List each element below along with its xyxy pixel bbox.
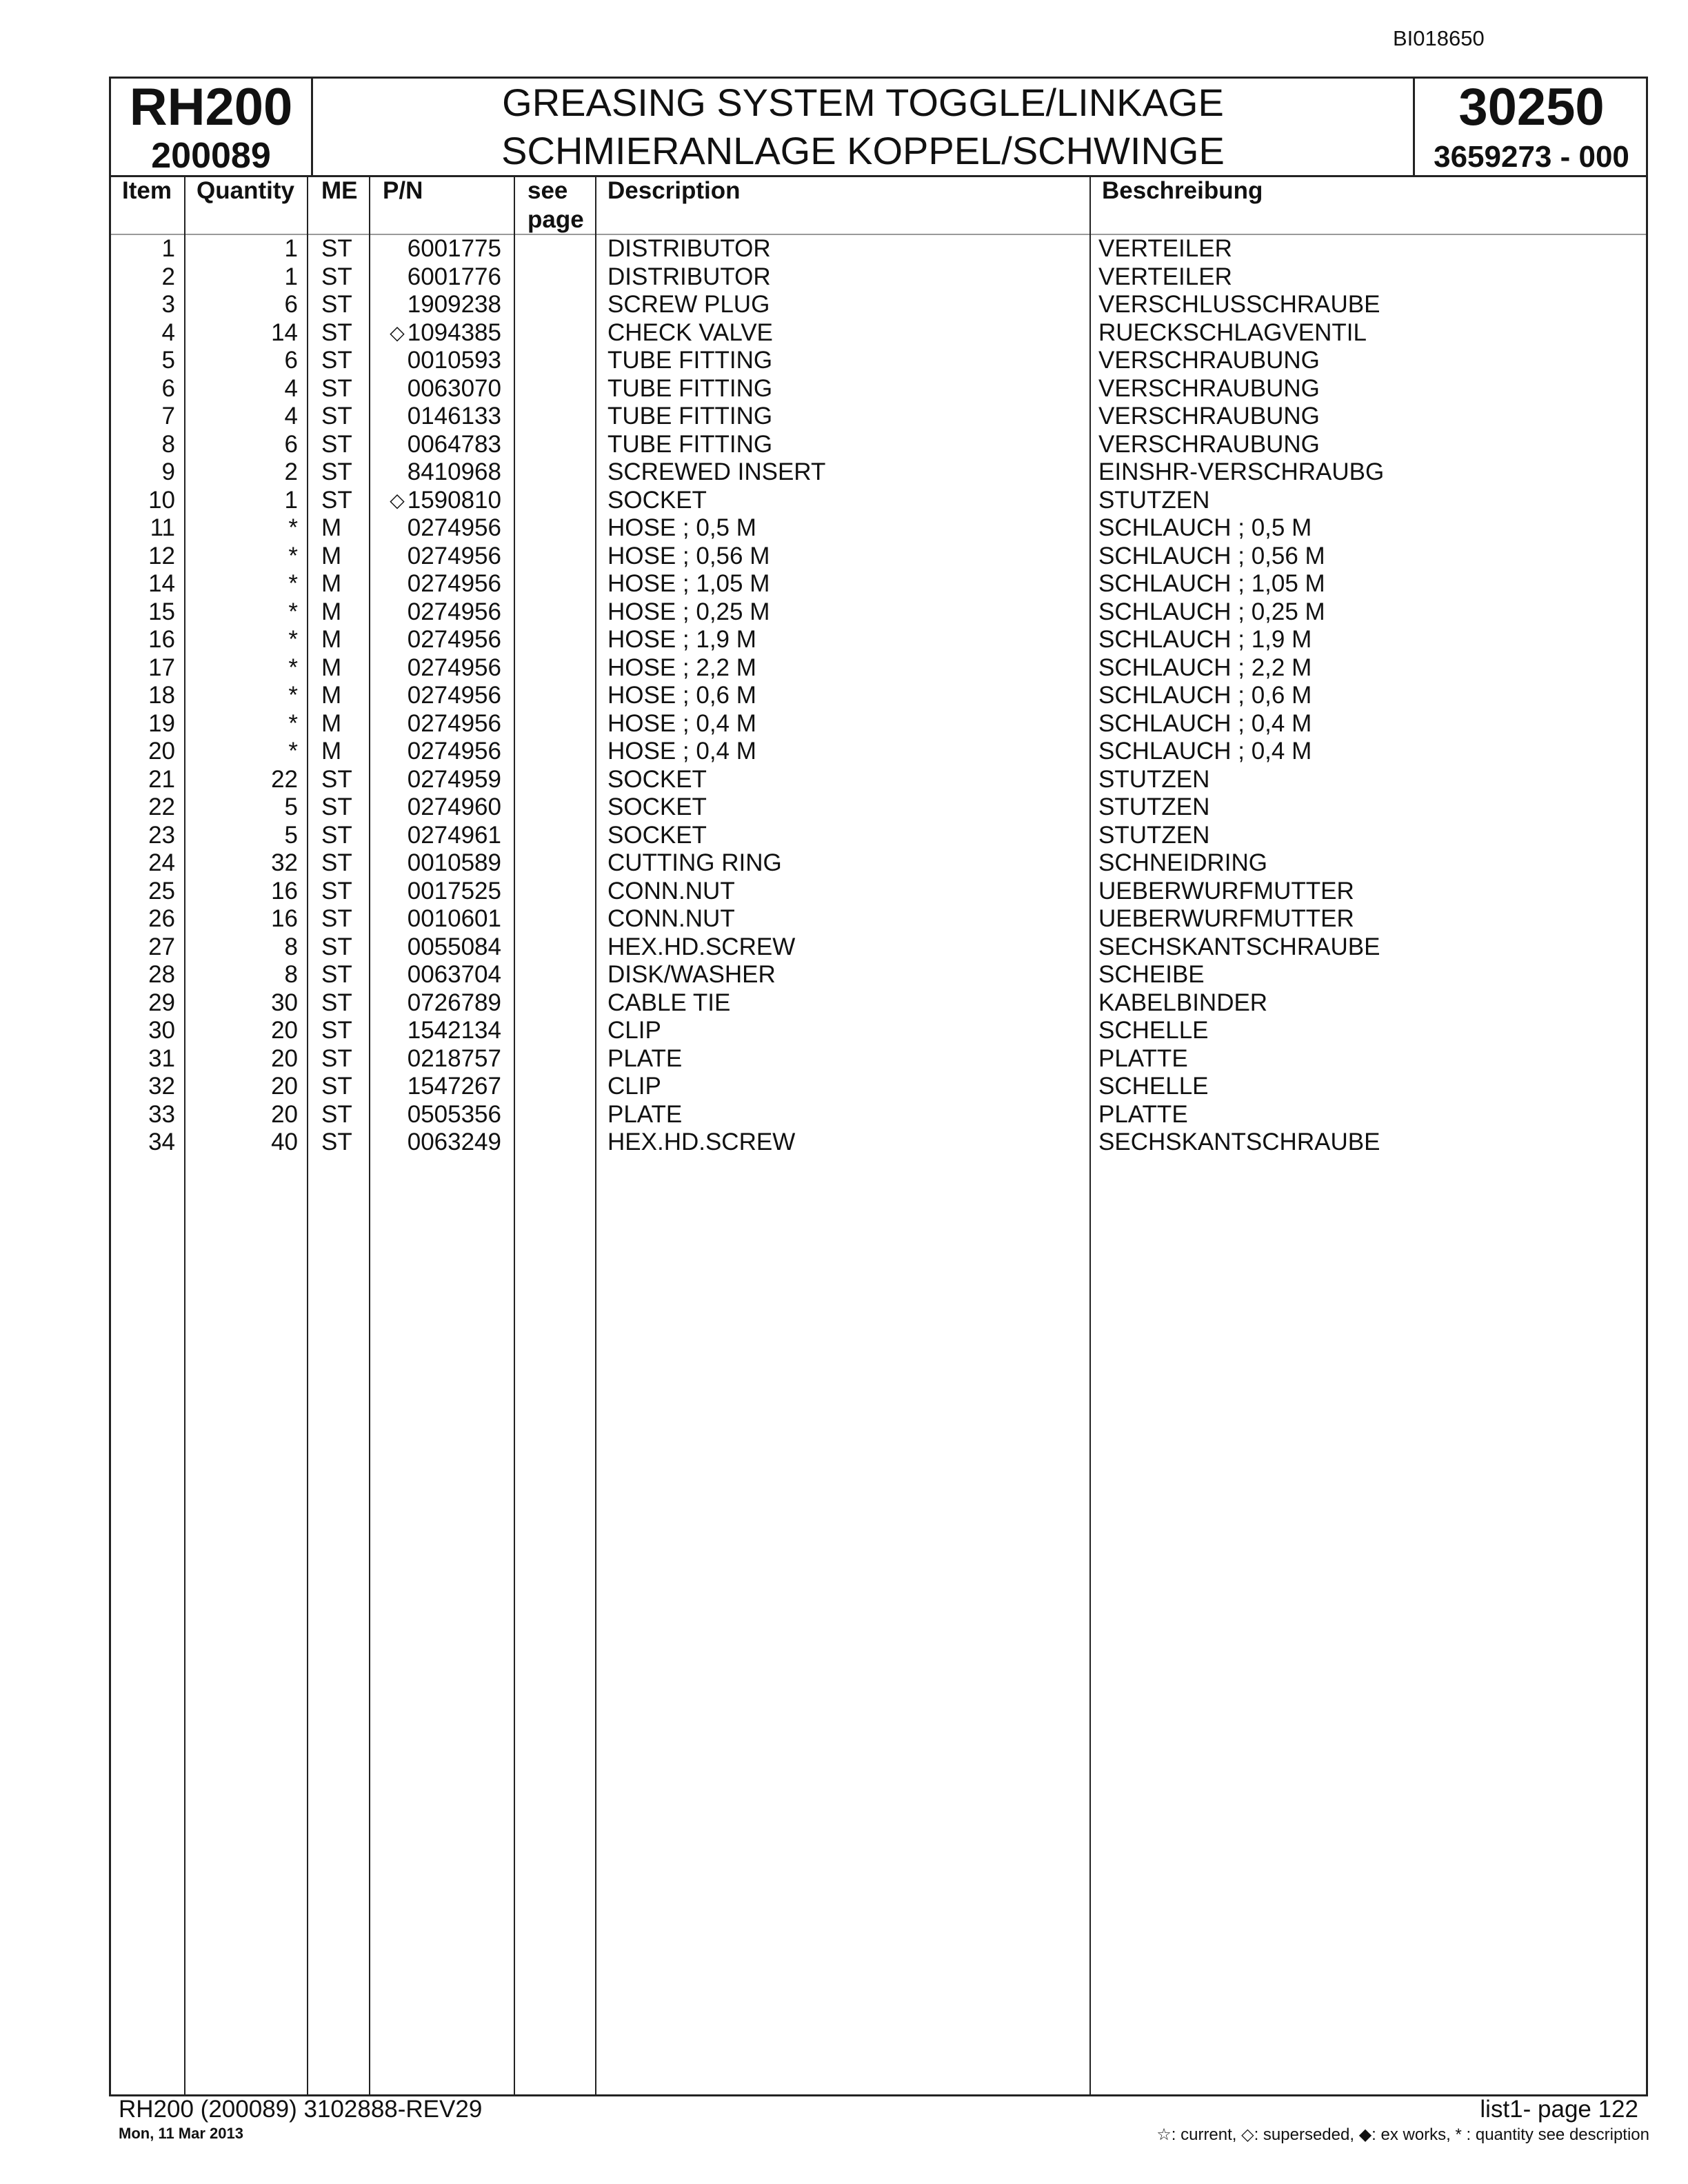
table-row: [111, 961, 1646, 989]
unit-cell: ST: [321, 1100, 352, 1128]
part-number: 0064783: [407, 430, 501, 458]
part-number: 0063704: [407, 961, 501, 988]
part-number: 0010589: [407, 849, 501, 876]
quantity-cell: 20: [271, 1017, 298, 1044]
table-row: [111, 878, 1646, 906]
beschreibung-cell: PLATTE: [1098, 1044, 1188, 1072]
part-number: 0505356: [407, 1100, 501, 1128]
table-row: [111, 626, 1646, 654]
quantity-cell: 2: [284, 458, 298, 485]
description-cell: PLATE: [607, 1100, 683, 1128]
quantity-cell: 6: [284, 430, 298, 458]
model-number: RH200: [129, 78, 293, 136]
col-item: Item: [122, 177, 172, 204]
beschreibung-cell: UEBERWURFMUTTER: [1098, 905, 1354, 932]
part-number: 0063070: [407, 374, 501, 402]
description-cell: CUTTING RING: [607, 849, 782, 876]
table-row: [111, 1017, 1646, 1045]
quantity-cell: 32: [271, 849, 298, 876]
part-number-cell: [408, 878, 501, 905]
description-cell: HOSE ; 0,56 M: [607, 542, 770, 569]
item-number: 17: [148, 654, 175, 681]
item-number: 24: [148, 849, 175, 876]
title-german: SCHMIERANLAGE KOPPEL/SCHWINGE: [501, 129, 1225, 172]
beschreibung-cell: SCHLAUCH ; 2,2 M: [1098, 654, 1312, 681]
quantity-cell: 6: [284, 347, 298, 374]
beschreibung-cell: SCHLAUCH ; 1,9 M: [1098, 626, 1312, 653]
part-number-cell: [408, 598, 501, 626]
part-number: 0274956: [407, 570, 501, 597]
item-number: 8: [161, 430, 175, 458]
parts-table-body: [111, 235, 1646, 1157]
group-cell: [1415, 79, 1648, 175]
item-number: 34: [148, 1129, 175, 1155]
footer-legend: ☆: current, ◇: superseded, ◆: ex works, * : quantity see description: [1156, 2125, 1649, 2144]
description-cell: CLIP: [607, 1073, 661, 1100]
part-number-cell: [408, 626, 501, 654]
part-number: 1094385: [407, 318, 501, 346]
part-number: 0010601: [407, 905, 501, 932]
part-number: 0017525: [407, 877, 501, 904]
footer-document-ref: RH200 (200089) 3102888-REV29: [119, 2096, 483, 2123]
description-cell: SOCKET: [607, 821, 707, 849]
part-number-cell: [408, 1045, 501, 1073]
document-id: BI018650: [1393, 26, 1485, 50]
part-number: 0274956: [407, 542, 501, 569]
item-number: 32: [148, 1073, 175, 1100]
group-number: 30250: [1458, 78, 1605, 136]
table-row: [111, 570, 1646, 598]
item-number: 3: [161, 291, 175, 318]
part-number: 0146133: [407, 403, 501, 429]
description-cell: TUBE FITTING: [607, 403, 773, 429]
column-headers: [111, 177, 1646, 235]
item-number: 22: [148, 793, 175, 820]
quantity-cell: 30: [271, 989, 298, 1016]
table-row: [111, 1129, 1646, 1157]
part-number-cell: [408, 347, 501, 374]
part-number: 0274960: [407, 793, 501, 820]
col-description: Description: [607, 177, 741, 204]
quantity-cell: 22: [271, 765, 298, 793]
beschreibung-cell: SCHLAUCH ; 0,25 M: [1098, 598, 1325, 625]
description-cell: SCREWED INSERT: [607, 458, 826, 485]
item-number: 2: [161, 263, 175, 290]
part-number-cell: [408, 458, 501, 486]
description-cell: CHECK VALVE: [607, 318, 773, 346]
item-number: 19: [148, 709, 175, 737]
beschreibung-cell: STUTZEN: [1098, 793, 1210, 820]
table-row: [111, 822, 1646, 850]
unit-cell: ST: [321, 430, 352, 458]
part-number: 1547267: [407, 1073, 501, 1100]
beschreibung-cell: PLATTE: [1098, 1100, 1188, 1128]
part-number: 0055084: [407, 933, 501, 960]
quantity-cell: 1: [284, 235, 298, 262]
part-number-cell: [408, 403, 501, 430]
unit-cell: ST: [321, 486, 352, 514]
part-number: 0274956: [407, 514, 501, 541]
part-number-cell: [408, 1073, 501, 1100]
part-number-cell: [408, 738, 501, 765]
beschreibung-cell: STUTZEN: [1098, 486, 1210, 514]
table-row: [111, 905, 1646, 933]
description-cell: HOSE ; 1,9 M: [607, 626, 756, 653]
unit-cell: M: [321, 682, 342, 709]
header-block: [111, 79, 1646, 177]
table-row: [111, 1045, 1646, 1073]
item-number: 21: [148, 765, 175, 793]
col-me: ME: [321, 177, 358, 204]
quantity-cell: *: [288, 654, 298, 681]
quantity-cell: 4: [284, 374, 298, 402]
part-number-cell: [408, 1017, 501, 1044]
unit-cell: M: [321, 709, 342, 737]
unit-cell: ST: [321, 374, 352, 402]
part-number: 0010593: [407, 347, 501, 374]
quantity-cell: *: [288, 738, 298, 765]
col-quantity: Quantity: [197, 177, 294, 204]
part-number: 6001776: [407, 263, 501, 290]
part-number: 6001775: [407, 235, 501, 262]
quantity-cell: 20: [271, 1044, 298, 1072]
unit-cell: ST: [321, 1129, 352, 1155]
unit-cell: ST: [321, 347, 352, 374]
table-row: [111, 849, 1646, 878]
unit-cell: M: [321, 738, 342, 765]
unit-cell: M: [321, 542, 342, 569]
beschreibung-cell: SCHLAUCH ; 1,05 M: [1098, 570, 1325, 597]
table-row: [111, 766, 1646, 794]
unit-cell: ST: [321, 1017, 352, 1044]
item-number: 33: [148, 1100, 175, 1128]
unit-cell: ST: [321, 989, 352, 1016]
item-number: 15: [148, 598, 175, 625]
part-number-cell: [408, 793, 501, 821]
item-number: 4: [161, 318, 175, 346]
unit-cell: ST: [321, 291, 352, 318]
beschreibung-cell: RUECKSCHLAGVENTIL: [1098, 318, 1367, 346]
item-number: 9: [161, 458, 175, 485]
description-cell: CONN.NUT: [607, 877, 735, 904]
item-number: 5: [161, 347, 175, 374]
beschreibung-cell: STUTZEN: [1098, 765, 1210, 793]
description-cell: SOCKET: [607, 793, 707, 820]
quantity-cell: *: [288, 682, 298, 709]
unit-cell: M: [321, 570, 342, 597]
unit-cell: ST: [321, 1044, 352, 1072]
description-cell: HOSE ; 1,05 M: [607, 570, 770, 597]
unit-cell: ST: [321, 765, 352, 793]
beschreibung-cell: VERSCHRAUBUNG: [1098, 374, 1320, 402]
table-row: [111, 598, 1646, 627]
part-number-cell: [408, 1129, 501, 1156]
item-number: 30: [148, 1017, 175, 1044]
beschreibung-cell: VERTEILER: [1098, 235, 1232, 262]
beschreibung-cell: VERTEILER: [1098, 263, 1232, 290]
superseded-icon: ◇: [390, 321, 405, 343]
description-cell: HOSE ; 0,4 M: [607, 738, 756, 765]
unit-cell: M: [321, 626, 342, 653]
quantity-cell: 6: [284, 291, 298, 318]
col-page: page: [528, 206, 584, 233]
part-number-cell: [408, 263, 501, 291]
item-number: 29: [148, 989, 175, 1016]
beschreibung-cell: SCHNEIDRING: [1098, 849, 1268, 876]
part-number-cell: [408, 710, 501, 738]
table-row: [111, 989, 1646, 1018]
part-number-cell: [408, 1101, 501, 1129]
item-number: 27: [148, 933, 175, 960]
unit-cell: ST: [321, 235, 352, 262]
quantity-cell: 16: [271, 905, 298, 932]
part-number: 8410968: [407, 458, 501, 485]
beschreibung-cell: SECHSKANTSCHRAUBE: [1098, 1129, 1380, 1155]
beschreibung-cell: VERSCHRAUBUNG: [1098, 403, 1320, 429]
unit-cell: ST: [321, 318, 352, 346]
table-row: [111, 710, 1646, 738]
title-cell: [313, 79, 1415, 175]
table-row: [111, 682, 1646, 710]
unit-cell: ST: [321, 877, 352, 904]
item-number: 16: [148, 626, 175, 653]
description-cell: CLIP: [607, 1017, 661, 1044]
unit-cell: ST: [321, 821, 352, 849]
description-cell: PLATE: [607, 1044, 683, 1072]
title-english: GREASING SYSTEM TOGGLE/LINKAGE: [502, 81, 1224, 124]
reference-number: 3659273 - 000: [1434, 140, 1629, 174]
item-number: 18: [148, 682, 175, 709]
quantity-cell: 8: [284, 961, 298, 988]
part-number: 0274961: [407, 821, 501, 849]
item-number: 26: [148, 905, 175, 932]
footer-date: Mon, 11 Mar 2013: [119, 2125, 243, 2142]
part-number: 0274956: [407, 682, 501, 709]
unit-cell: ST: [321, 793, 352, 820]
part-number-cell: [408, 849, 501, 877]
table-row: [111, 487, 1646, 515]
col-beschreibung: Beschreibung: [1102, 177, 1263, 204]
description-cell: SOCKET: [607, 486, 707, 514]
beschreibung-cell: VERSCHRAUBUNG: [1098, 347, 1320, 374]
table-row: [111, 458, 1646, 487]
table-row: [111, 514, 1646, 543]
table-row: [111, 263, 1646, 292]
part-number-cell: [408, 989, 501, 1017]
part-number: 1909238: [407, 291, 501, 318]
beschreibung-cell: SCHLAUCH ; 0,56 M: [1098, 542, 1325, 569]
part-number: 0274956: [407, 738, 501, 765]
item-number: 31: [148, 1044, 175, 1072]
quantity-cell: 14: [271, 318, 298, 346]
description-cell: SOCKET: [607, 765, 707, 793]
part-number-cell: [408, 822, 501, 849]
description-cell: CABLE TIE: [607, 989, 731, 1016]
col-pn: P/N: [383, 177, 423, 204]
quantity-cell: 4: [284, 403, 298, 429]
part-number-cell: [408, 235, 501, 263]
description-cell: HEX.HD.SCREW: [607, 1129, 796, 1155]
beschreibung-cell: VERSCHLUSSCHRAUBE: [1098, 291, 1380, 318]
beschreibung-cell: SCHELLE: [1098, 1017, 1209, 1044]
table-row: [111, 1101, 1646, 1129]
table-row: [111, 1073, 1646, 1101]
part-number: 0726789: [407, 989, 501, 1016]
col-see: see: [528, 177, 568, 204]
part-number-cell: [408, 431, 501, 458]
item-number: 6: [161, 374, 175, 402]
item-number: 20: [148, 738, 175, 765]
item-number: 12: [148, 542, 175, 569]
item-number: 10: [148, 486, 175, 514]
item-number: 25: [148, 877, 175, 904]
quantity-cell: *: [288, 570, 298, 597]
description-cell: TUBE FITTING: [607, 430, 773, 458]
quantity-cell: 1: [284, 263, 298, 290]
quantity-cell: 16: [271, 877, 298, 904]
beschreibung-cell: SCHEIBE: [1098, 961, 1205, 988]
item-number: 28: [148, 961, 175, 988]
part-number-cell: [408, 654, 501, 682]
table-row: [111, 543, 1646, 571]
beschreibung-cell: KABELBINDER: [1098, 989, 1268, 1016]
beschreibung-cell: SECHSKANTSCHRAUBE: [1098, 933, 1380, 960]
description-cell: TUBE FITTING: [607, 347, 773, 374]
part-number: 0274956: [407, 626, 501, 653]
quantity-cell: *: [288, 514, 298, 541]
table-row: [111, 235, 1646, 263]
part-number: 1590810: [407, 486, 501, 514]
quantity-cell: 1: [284, 486, 298, 514]
beschreibung-cell: SCHELLE: [1098, 1073, 1209, 1100]
description-cell: HEX.HD.SCREW: [607, 933, 796, 960]
part-number: 0274959: [407, 765, 501, 793]
serial-number: 200089: [151, 136, 271, 176]
unit-cell: ST: [321, 905, 352, 932]
description-cell: HOSE ; 2,2 M: [607, 654, 756, 681]
beschreibung-cell: SCHLAUCH ; 0,4 M: [1098, 738, 1312, 765]
quantity-cell: 5: [284, 793, 298, 820]
unit-cell: ST: [321, 1073, 352, 1100]
unit-cell: ST: [321, 403, 352, 429]
unit-cell: ST: [321, 849, 352, 876]
part-number: 0274956: [407, 598, 501, 625]
table-row: [111, 291, 1646, 319]
part-number: 0274956: [407, 709, 501, 737]
part-number-cell: [408, 933, 501, 961]
beschreibung-cell: EINSHR-VERSCHRAUBG: [1098, 458, 1385, 485]
description-cell: HOSE ; 0,6 M: [607, 682, 756, 709]
beschreibung-cell: STUTZEN: [1098, 821, 1210, 849]
unit-cell: ST: [321, 961, 352, 988]
description-cell: DISTRIBUTOR: [607, 235, 771, 262]
quantity-cell: *: [288, 598, 298, 625]
part-number: 0274956: [407, 654, 501, 681]
unit-cell: ST: [321, 933, 352, 960]
part-number-cell: [390, 319, 501, 348]
footer-page-number: list1- page 122: [1480, 2096, 1638, 2123]
table-row: [111, 933, 1646, 962]
superseded-icon: ◇: [390, 489, 405, 511]
beschreibung-cell: SCHLAUCH ; 0,6 M: [1098, 682, 1312, 709]
description-cell: HOSE ; 0,4 M: [607, 709, 756, 737]
table-row: [111, 319, 1646, 347]
beschreibung-cell: SCHLAUCH ; 0,4 M: [1098, 709, 1312, 737]
quantity-cell: *: [288, 709, 298, 737]
part-number-cell: [408, 570, 501, 598]
table-row: [111, 793, 1646, 822]
part-number-cell: [408, 766, 501, 793]
table-row: [111, 738, 1646, 766]
description-cell: DISTRIBUTOR: [607, 263, 771, 290]
description-cell: DISK/WASHER: [607, 961, 776, 988]
beschreibung-cell: VERSCHRAUBUNG: [1098, 430, 1320, 458]
description-cell: TUBE FITTING: [607, 374, 773, 402]
table-row: [111, 375, 1646, 403]
quantity-cell: 8: [284, 933, 298, 960]
part-number-cell: [408, 905, 501, 933]
description-cell: HOSE ; 0,5 M: [607, 514, 756, 541]
part-number: 1542134: [407, 1017, 501, 1044]
unit-cell: M: [321, 654, 342, 681]
quantity-cell: *: [288, 626, 298, 653]
item-number: 11: [150, 514, 175, 541]
quantity-cell: 40: [271, 1129, 298, 1155]
part-number-cell: [390, 487, 501, 516]
item-number: 23: [148, 821, 175, 849]
quantity-cell: *: [288, 542, 298, 569]
unit-cell: M: [321, 598, 342, 625]
quantity-cell: 20: [271, 1073, 298, 1100]
beschreibung-cell: SCHLAUCH ; 0,5 M: [1098, 514, 1312, 541]
quantity-cell: 5: [284, 821, 298, 849]
item-number: 1: [161, 235, 175, 262]
unit-cell: M: [321, 514, 342, 541]
quantity-cell: 20: [271, 1100, 298, 1128]
item-number: 14: [148, 570, 175, 597]
description-cell: SCREW PLUG: [607, 291, 770, 318]
part-number-cell: [408, 961, 501, 989]
table-row: [111, 347, 1646, 375]
description-cell: HOSE ; 0,25 M: [607, 598, 770, 625]
part-number-cell: [408, 514, 501, 542]
part-number-cell: [408, 291, 501, 318]
beschreibung-cell: UEBERWURFMUTTER: [1098, 877, 1354, 904]
table-row: [111, 654, 1646, 682]
unit-cell: ST: [321, 263, 352, 290]
part-number: 0063249: [407, 1129, 501, 1155]
description-cell: CONN.NUT: [607, 905, 735, 932]
item-number: 7: [161, 403, 175, 429]
part-number-cell: [408, 375, 501, 403]
part-number-cell: [408, 543, 501, 570]
table-row: [111, 431, 1646, 459]
model-cell: [111, 79, 313, 175]
part-number-cell: [408, 682, 501, 709]
table-row: [111, 403, 1646, 431]
part-number: 0218757: [407, 1044, 501, 1072]
parts-list-frame: [109, 77, 1648, 2096]
unit-cell: ST: [321, 458, 352, 485]
